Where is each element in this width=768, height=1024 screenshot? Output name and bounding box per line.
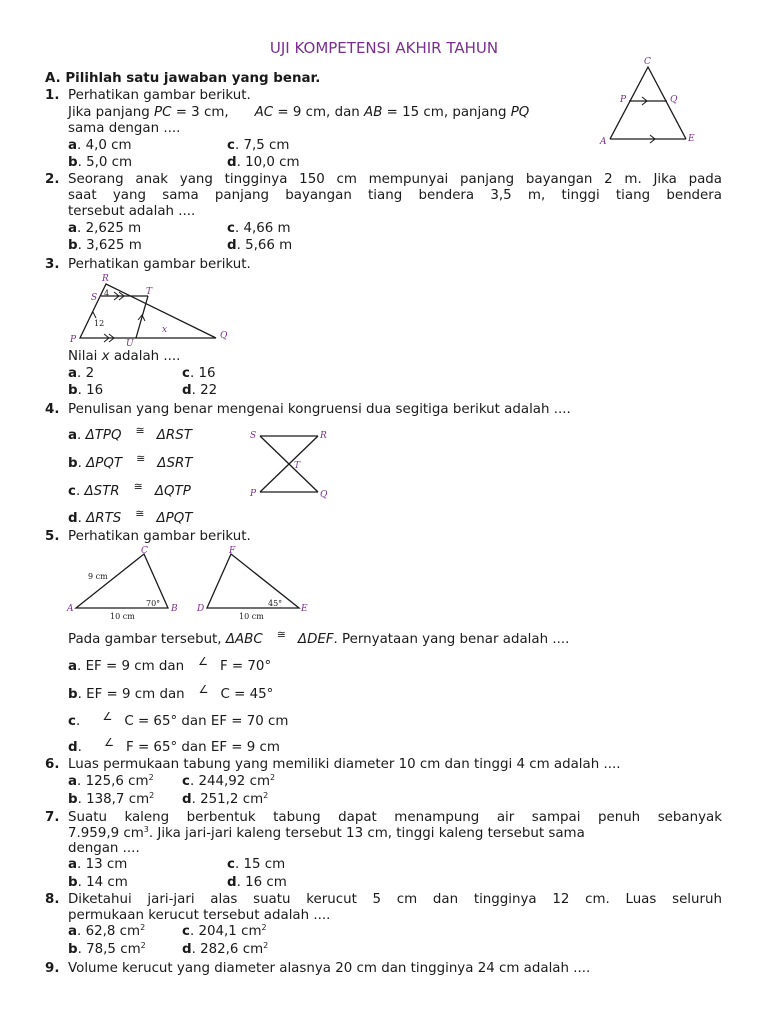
q5-option-a[interactable]: a. EF = 9 cm dan ∠ F = 70° [68,655,272,674]
q3-label-t: T [146,287,153,297]
q8-option-b[interactable]: b. 78,5 $cm^2$ [68,941,146,957]
q5-intro: Perhatikan gambar berikut. [68,529,251,544]
q5-label-angle-b: 70° [146,599,161,608]
page-title: UJI KOMPETENSI AKHIR TAHUN [269,39,499,57]
q1-label-q: Q [670,95,678,105]
q2-option-d[interactable]: d. 5,66 m [227,238,293,253]
q6-question: Luas permukaan tabung yang memiliki diameter 10 cm dan tinggi 4 cm adalah .... [68,757,621,772]
q8-option-a[interactable]: a. 62,8 $cm^2$ [68,923,146,939]
q3-label-12: 12 [94,319,105,328]
congruent-symbol: ≅ [135,507,145,520]
q5-label-base-de: 10 cm [239,612,264,621]
q4-number: 4. [45,402,60,417]
q5-label-b: B [171,604,178,614]
q4-label-r: R [320,431,327,441]
q3-label-u: U [126,339,134,349]
q8-line2: permukaan kerucut tersebut adalah .... [68,908,331,923]
q2-line2: saat yang sama panjang bayangan tiang bendera 3,5 m, tinggi tiang bendera [68,188,722,203]
section-heading: A. Pilihlah satu jawaban yang benar. [45,71,321,86]
q3-triangle-figure [66,274,236,348]
q4-option-b[interactable]: b. ΔPQT ≅ ΔSRT [68,452,193,471]
q4-option-a[interactable]: a. ΔTPQ ≅ ΔRST [68,424,192,443]
q1-option-a[interactable]: a. 4,0 cm [68,138,132,153]
q3-option-b[interactable]: b. 16 [68,383,104,398]
q4-bowtie-figure [248,428,338,502]
q6-option-d[interactable]: d. 251,2 $cm^2$ [182,791,269,807]
angle-icon: ∠ [198,683,209,696]
q9-number: 9. [45,961,60,976]
q1-triangle-figure [596,55,706,150]
q1-label-c: C [644,57,651,67]
q5-triangle-abc [64,545,189,623]
q1-number: 1. [45,88,60,103]
q5-option-d[interactable]: d. ∠ F = 65° dan EF = 9 cm [68,736,280,755]
q4-question: Penulisan yang benar mengenai kongruensi dua segitiga berikut adalah .... [68,402,571,417]
q3-intro: Perhatikan gambar berikut. [68,257,251,272]
q3-option-a[interactable]: a. 2 [68,366,95,381]
q2-option-b[interactable]: b. 3,625 m [68,238,142,253]
q1-label-p: P [620,95,627,105]
angle-icon: ∠ [102,710,113,723]
q4-label-p: P [250,489,257,499]
q7-option-c[interactable]: c. 15 cm [227,857,286,872]
q5-option-c[interactable]: c. ∠ C = 65° dan EF = 70 cm [68,710,289,729]
q7-line2: 7.959,9 $cm^3$. Jika jari-jari kaleng tersebut 13 cm, tinggi kaleng tersebut sama [68,825,585,841]
q4-option-c[interactable]: c. ΔSTR ≅ ΔQTP [68,480,191,499]
q3-label-s: S [91,293,98,303]
q7-option-a[interactable]: a. 13 cm [68,857,128,872]
q2-number: 2. [45,172,60,187]
q1-line1: Jika panjang PC = 3 cm, AC = 9 cm, dan AB = 15 cm, panjang PQ [68,105,530,120]
q5-number: 5. [45,529,60,544]
q5-label-e: E [301,604,308,614]
q9-question: Volume kerucut yang diameter alasnya 20 cm dan tingginya 24 cm adalah .... [68,961,591,976]
q2-line1: Seorang anak yang tingginya 150 cm mempunyai panjang bayangan 2 m. Jika pada [68,172,722,187]
q2-option-a[interactable]: a. 2,625 m [68,221,142,236]
q5-label-f: F [229,546,236,556]
congruent-symbol: ≅ [276,628,286,641]
q8-line1: Diketahui jari-jari alas suatu kerucut 5 cm dan tingginya 12 cm. Luas seluruh [68,892,722,907]
q3-label-4: 4 [104,289,110,298]
q5-label-c: C [141,546,148,556]
q6-number: 6. [45,757,60,772]
angle-icon: ∠ [198,655,208,668]
q7-number: 7. [45,810,60,825]
q5-label-side-ac: 9 cm [88,572,108,581]
q1-line2: sama dengan .... [68,121,181,136]
q7-option-d[interactable]: d. 16 cm [227,875,287,890]
q5-statement: Pada gambar tersebut, ΔABC ≅ ΔDEF. Pernyataan yang benar adalah .... [68,628,570,647]
q6-option-b[interactable]: b. 138,7 $cm^2$ [68,791,155,807]
q6-option-c[interactable]: c. 244,92 $cm^2$ [182,773,276,789]
congruent-symbol: ≅ [136,452,146,465]
q3-label-r: R [102,274,109,284]
q5-label-base-ab: 10 cm [110,612,135,621]
q7-line1: Suatu kaleng berbentuk tabung dapat menampung air sampai penuh sebanyak [68,810,722,825]
q3-question: Nilai x adalah .... [68,349,181,364]
q8-option-d[interactable]: d. 282,6 $cm^2$ [182,941,269,957]
q2-line3: tersebut adalah .... [68,204,196,219]
q8-number: 8. [45,892,60,907]
q1-option-d[interactable]: d. 10,0 cm [227,155,300,170]
q7-line3: dengan .... [68,841,140,856]
congruent-symbol: ≅ [135,424,145,437]
q1-intro: Perhatikan gambar berikut. [68,88,251,103]
q3-label-q: Q [220,331,228,341]
q1-option-b[interactable]: b. 5,0 cm [68,155,133,170]
q3-label-x: x [162,325,168,335]
q7-option-b[interactable]: b. 14 cm [68,875,128,890]
q1-option-c[interactable]: c. 7,5 cm [227,138,290,153]
congruent-symbol: ≅ [133,480,143,493]
q4-label-t: T [294,461,301,471]
q5-triangle-def [195,545,320,623]
q5-option-b[interactable]: b. EF = 9 cm dan ∠ C = 45° [68,683,274,702]
q5-label-angle-e: 45° [268,599,283,608]
q4-label-q: Q [320,490,328,500]
q4-option-d[interactable]: d. ΔRTS ≅ ΔPQT [68,507,193,526]
q1-label-e: E [688,134,695,144]
q8-option-c[interactable]: c. 204,1 $cm^2$ [182,923,267,939]
q3-option-c[interactable]: c. 16 [182,366,216,381]
q1-label-a: A [600,137,607,147]
q4-label-s: S [250,431,257,441]
angle-icon: ∠ [104,736,114,749]
q3-number: 3. [45,257,60,272]
q3-label-p: P [70,335,77,345]
q6-option-a[interactable]: a. 125,6 $cm^2$ [68,773,154,789]
q5-label-d: D [197,604,205,614]
q5-label-a: A [67,604,74,614]
q2-option-c[interactable]: c. 4,66 m [227,221,291,236]
q3-option-d[interactable]: d. 22 [182,383,218,398]
